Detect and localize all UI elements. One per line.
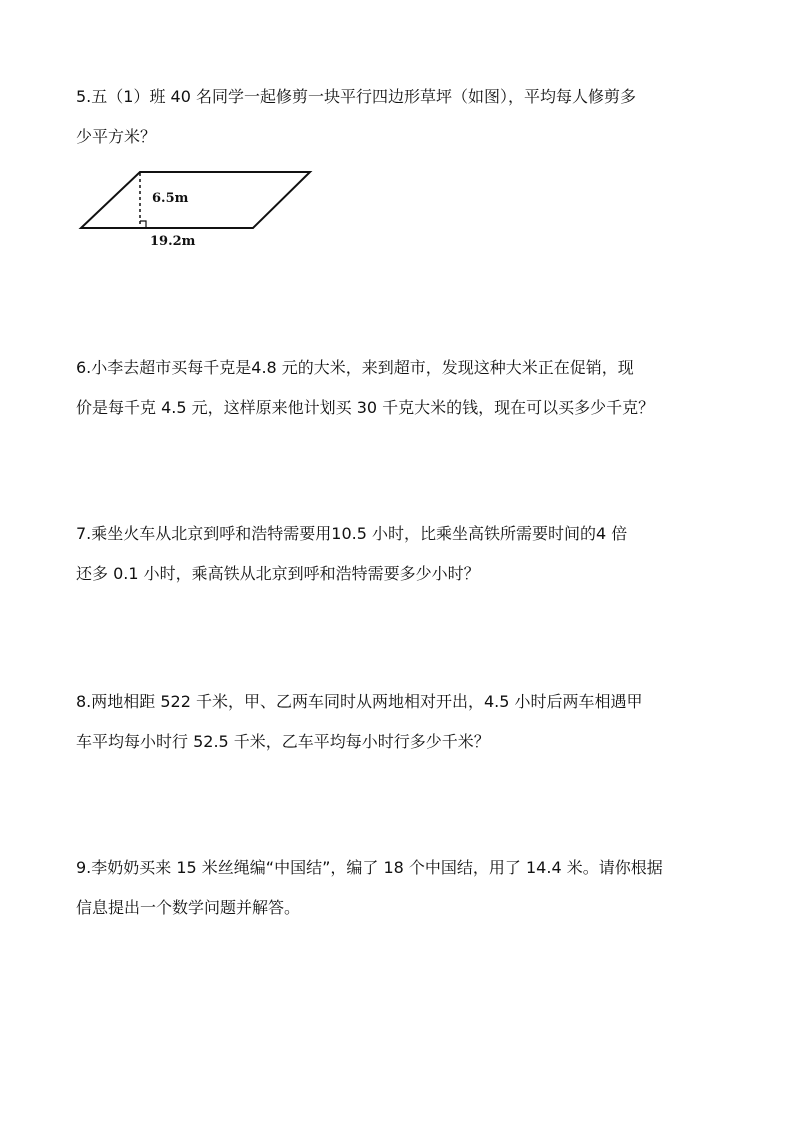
question-8-line-1: 8.两地相距 522 千米，甲、乙两车同时从两地相对开出，4.5 小时后两车相遇甲 (76, 692, 643, 711)
question-9 (76, 848, 726, 928)
question-7 (76, 514, 726, 594)
question-5-line-1: 5.五（1）班 40 名同学一起修剪一块平行四边形草坪（如图），平均每人修剪多 (76, 87, 636, 106)
question-5-line-2: 少平方米？ (76, 127, 157, 146)
question-6-line-1: 6.小李去超市买每千克是4.8 元的大米，来到超市，发现这种大米正在促销，现 (76, 358, 634, 377)
question-9-line-1: 9.李奶奶买来 15 米丝绳编“中国结”，编了 18 个中国结，用了 14.4 米。请你根据 (76, 858, 663, 877)
parallelogram-figure (78, 168, 314, 248)
parallelogram-diagram (78, 168, 314, 248)
question-7-line-2: 还多 0.1 小时，乘高铁从北京到呼和浩特需要多少小时？ (76, 564, 480, 583)
height-label: 6.5m (152, 191, 189, 206)
question-9-line-2: 信息提出一个数学问题并解答。 (76, 898, 301, 917)
question-7-line-1: 7.乘坐火车从北京到呼和浩特需要用10.5 小时，比乘坐高铁所需要时间的4 倍 (76, 524, 628, 543)
question-5 (76, 77, 726, 157)
base-label: 19.2m (150, 234, 196, 248)
right-angle-mark (140, 221, 146, 227)
parallelogram-shape (81, 172, 310, 228)
question-8 (76, 682, 726, 762)
question-6-line-2: 价是每千克 4.5 元，这样原来他计划买 30 千克大米的钱，现在可以买多少千克？ (76, 398, 655, 417)
question-6 (76, 348, 726, 428)
question-8-line-2: 车平均每小时行 52.5 千米，乙车平均每小时行多少千米？ (76, 732, 490, 751)
